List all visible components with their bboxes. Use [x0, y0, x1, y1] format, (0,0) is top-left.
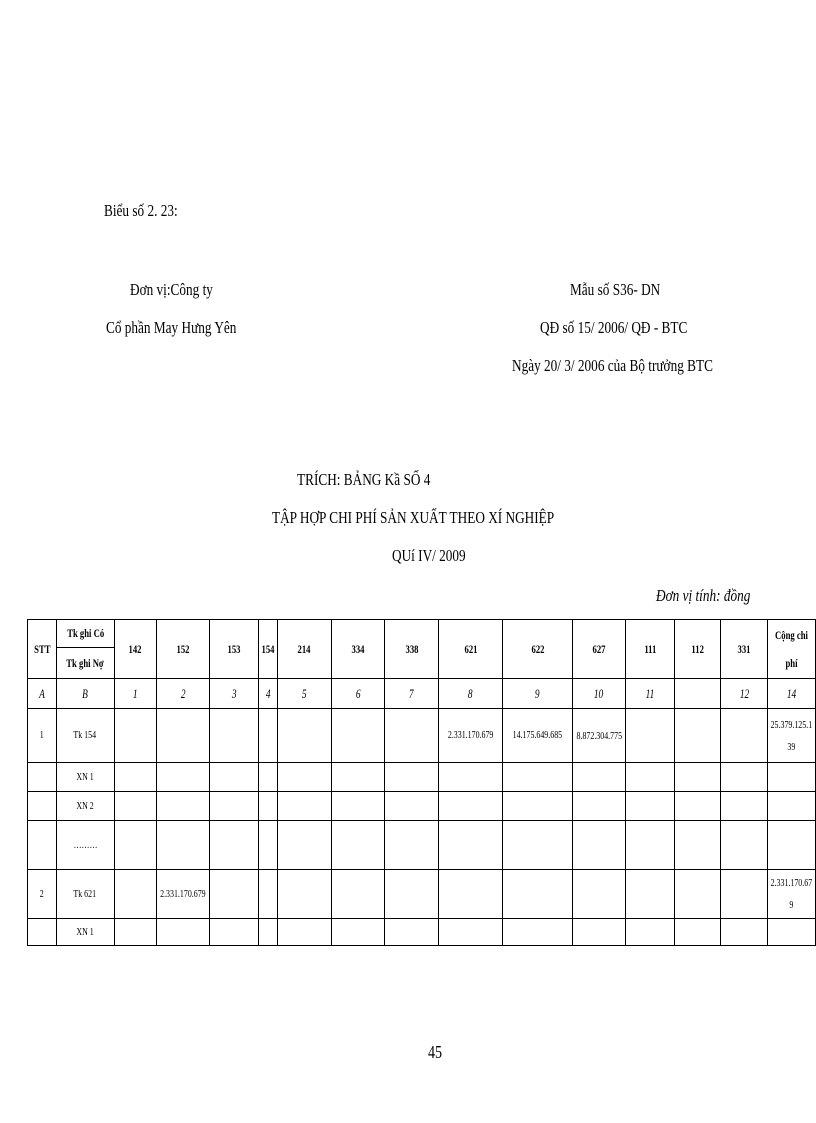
table-cell: [438, 821, 502, 870]
table-cell: [331, 792, 385, 821]
table-cell: [331, 919, 385, 946]
table-cell: [625, 870, 675, 919]
table-cell: [278, 821, 332, 870]
table-cell: [625, 792, 675, 821]
table-cell: XN 1: [56, 763, 114, 792]
table-cell: [278, 792, 332, 821]
table-cell: 8.872.304.775: [572, 709, 625, 763]
table-cell: [28, 763, 57, 792]
table-cell: [156, 821, 210, 870]
table-cell: [259, 709, 278, 763]
table-cell: [721, 870, 768, 919]
table-cell: [114, 870, 156, 919]
table-cell: [210, 792, 259, 821]
table-cell: [259, 763, 278, 792]
col-header: 214: [278, 620, 332, 679]
table-row: [28, 870, 816, 919]
table-cell: [278, 709, 332, 763]
account-header: [56, 620, 114, 679]
index-cell: 11: [625, 679, 675, 709]
table-row: [28, 792, 816, 821]
table-cell: [331, 870, 385, 919]
table-cell: [385, 870, 439, 919]
table-cell: [503, 870, 573, 919]
table-cell: [503, 821, 573, 870]
table-cell: [625, 919, 675, 946]
unit-line-2: Cổ phần May Hưng Yên: [106, 318, 237, 337]
table-cell: [572, 919, 625, 946]
table-cell: 1: [28, 709, 57, 763]
table-cell: [675, 709, 721, 763]
stt-header: STT: [28, 620, 57, 679]
table-cell: [721, 763, 768, 792]
table-cell: [503, 763, 573, 792]
table-cell: [114, 792, 156, 821]
table-cell: [278, 870, 332, 919]
table-cell: XN 2: [56, 792, 114, 821]
total-header: Cộng chi phí: [767, 620, 815, 679]
table-cell: [438, 763, 502, 792]
table-cell: [278, 919, 332, 946]
table-row: [28, 763, 816, 792]
table-cell: [721, 709, 768, 763]
table-row: [28, 709, 816, 763]
table-cell: [503, 792, 573, 821]
index-cell: 1: [114, 679, 156, 709]
table-cell: [675, 792, 721, 821]
table-cell: [767, 763, 815, 792]
template-line-3: Ngày 20/ 3/ 2006 của Bộ trưởng BTC: [512, 356, 713, 375]
table-cell: [503, 919, 573, 946]
table-cell: [438, 792, 502, 821]
col-header: 331: [721, 620, 768, 679]
table-cell: [156, 709, 210, 763]
table-cell: ………: [56, 821, 114, 870]
index-cell: B: [56, 679, 114, 709]
index-cell: 5: [278, 679, 332, 709]
title-line-3: QUí IV/ 2009: [392, 546, 466, 565]
table-cell: [210, 709, 259, 763]
index-cell: A: [28, 679, 57, 709]
table-cell: XN 1: [56, 919, 114, 946]
table-cell: [572, 821, 625, 870]
table-cell: [572, 763, 625, 792]
table-cell: [438, 870, 502, 919]
table-cell: [385, 821, 439, 870]
table-cell: 2.331.170.679: [438, 709, 502, 763]
ledger-table: [27, 619, 816, 946]
data-rows: [28, 709, 816, 946]
table-cell: Tk 621: [56, 870, 114, 919]
table-cell: [210, 919, 259, 946]
col-header: 153: [210, 620, 259, 679]
table-cell: [721, 919, 768, 946]
title-line-1: TRÍCH: BẢNG Kầ SỐ 4: [297, 470, 431, 489]
table-cell: [278, 763, 332, 792]
table-cell: [675, 763, 721, 792]
index-cell: 4: [259, 679, 278, 709]
index-cell: 6: [331, 679, 385, 709]
table-cell: [28, 821, 57, 870]
table-cell: [114, 709, 156, 763]
table-cell: [259, 870, 278, 919]
table-row: [28, 821, 816, 870]
index-cell: 7: [385, 679, 439, 709]
col-header: 111: [625, 620, 675, 679]
currency-note: Đơn vị tính: đồng: [656, 586, 751, 605]
col-header: 621: [438, 620, 502, 679]
col-header: 152: [156, 620, 210, 679]
col-header: 142: [114, 620, 156, 679]
col-header: 338: [385, 620, 439, 679]
table-cell: 2.331.170.679: [156, 870, 210, 919]
table-cell: [438, 919, 502, 946]
table-cell: [259, 821, 278, 870]
table-cell: [259, 792, 278, 821]
table-cell: [385, 792, 439, 821]
table-cell: [767, 821, 815, 870]
table-cell: [331, 821, 385, 870]
col-header: 334: [331, 620, 385, 679]
template-line-2: QĐ số 15/ 2006/ QĐ - BTC: [540, 318, 688, 337]
table-cell: [114, 919, 156, 946]
index-cell: 2: [156, 679, 210, 709]
table-cell: [721, 792, 768, 821]
table-cell: [675, 870, 721, 919]
index-cell: [675, 679, 721, 709]
credit-header: Tk ghi Có: [57, 620, 114, 648]
table-cell: [156, 763, 210, 792]
table-cell: [625, 821, 675, 870]
index-cell: 12: [721, 679, 768, 709]
col-header: 627: [572, 620, 625, 679]
table-cell: [385, 709, 439, 763]
table-cell: [625, 763, 675, 792]
col-header: 154: [259, 620, 278, 679]
header-row: [28, 620, 816, 679]
debit-header: Tk ghi Nợ: [66, 656, 104, 670]
table-cell: 14.175.649.685: [503, 709, 573, 763]
table-cell: [572, 870, 625, 919]
index-cell: 8: [438, 679, 502, 709]
table-cell: [259, 919, 278, 946]
col-header: 622: [503, 620, 573, 679]
index-cell: 3: [210, 679, 259, 709]
table-cell: [675, 821, 721, 870]
table-cell: 2.331.170.679: [767, 870, 815, 919]
table-row: [28, 919, 816, 946]
table-cell: [572, 792, 625, 821]
table-cell: 2: [28, 870, 57, 919]
title-line-2: TẬP HỢP CHI PHÍ SẢN XUẤT THEO XÍ NGHIỆP: [272, 508, 555, 527]
table-cell: Tk 154: [56, 709, 114, 763]
table-cell: [210, 870, 259, 919]
table-cell: [156, 792, 210, 821]
table-cell: [625, 709, 675, 763]
template-line-1: Mẫu số S36- DN: [570, 280, 661, 299]
col-header: 112: [675, 620, 721, 679]
form-label: Biểu số 2. 23:: [104, 201, 178, 220]
table-cell: [114, 763, 156, 792]
table-cell: [156, 919, 210, 946]
table-cell: [210, 763, 259, 792]
table-cell: [385, 763, 439, 792]
index-cell: 9: [503, 679, 573, 709]
unit-line-1: Đơn vị:Công ty: [130, 280, 213, 299]
table-cell: [767, 919, 815, 946]
table-cell: [385, 919, 439, 946]
index-cell: 14: [767, 679, 815, 709]
table-cell: [767, 792, 815, 821]
table-cell: [721, 821, 768, 870]
table-cell: [28, 919, 57, 946]
index-cell: 10: [572, 679, 625, 709]
table-cell: [675, 919, 721, 946]
index-row: [28, 679, 816, 709]
table-cell: [331, 763, 385, 792]
table-cell: [28, 792, 57, 821]
table-cell: 25.379.125.139: [767, 709, 815, 763]
page-number: 45: [428, 1042, 443, 1062]
table-cell: [331, 709, 385, 763]
table-cell: [210, 821, 259, 870]
table-cell: [114, 821, 156, 870]
